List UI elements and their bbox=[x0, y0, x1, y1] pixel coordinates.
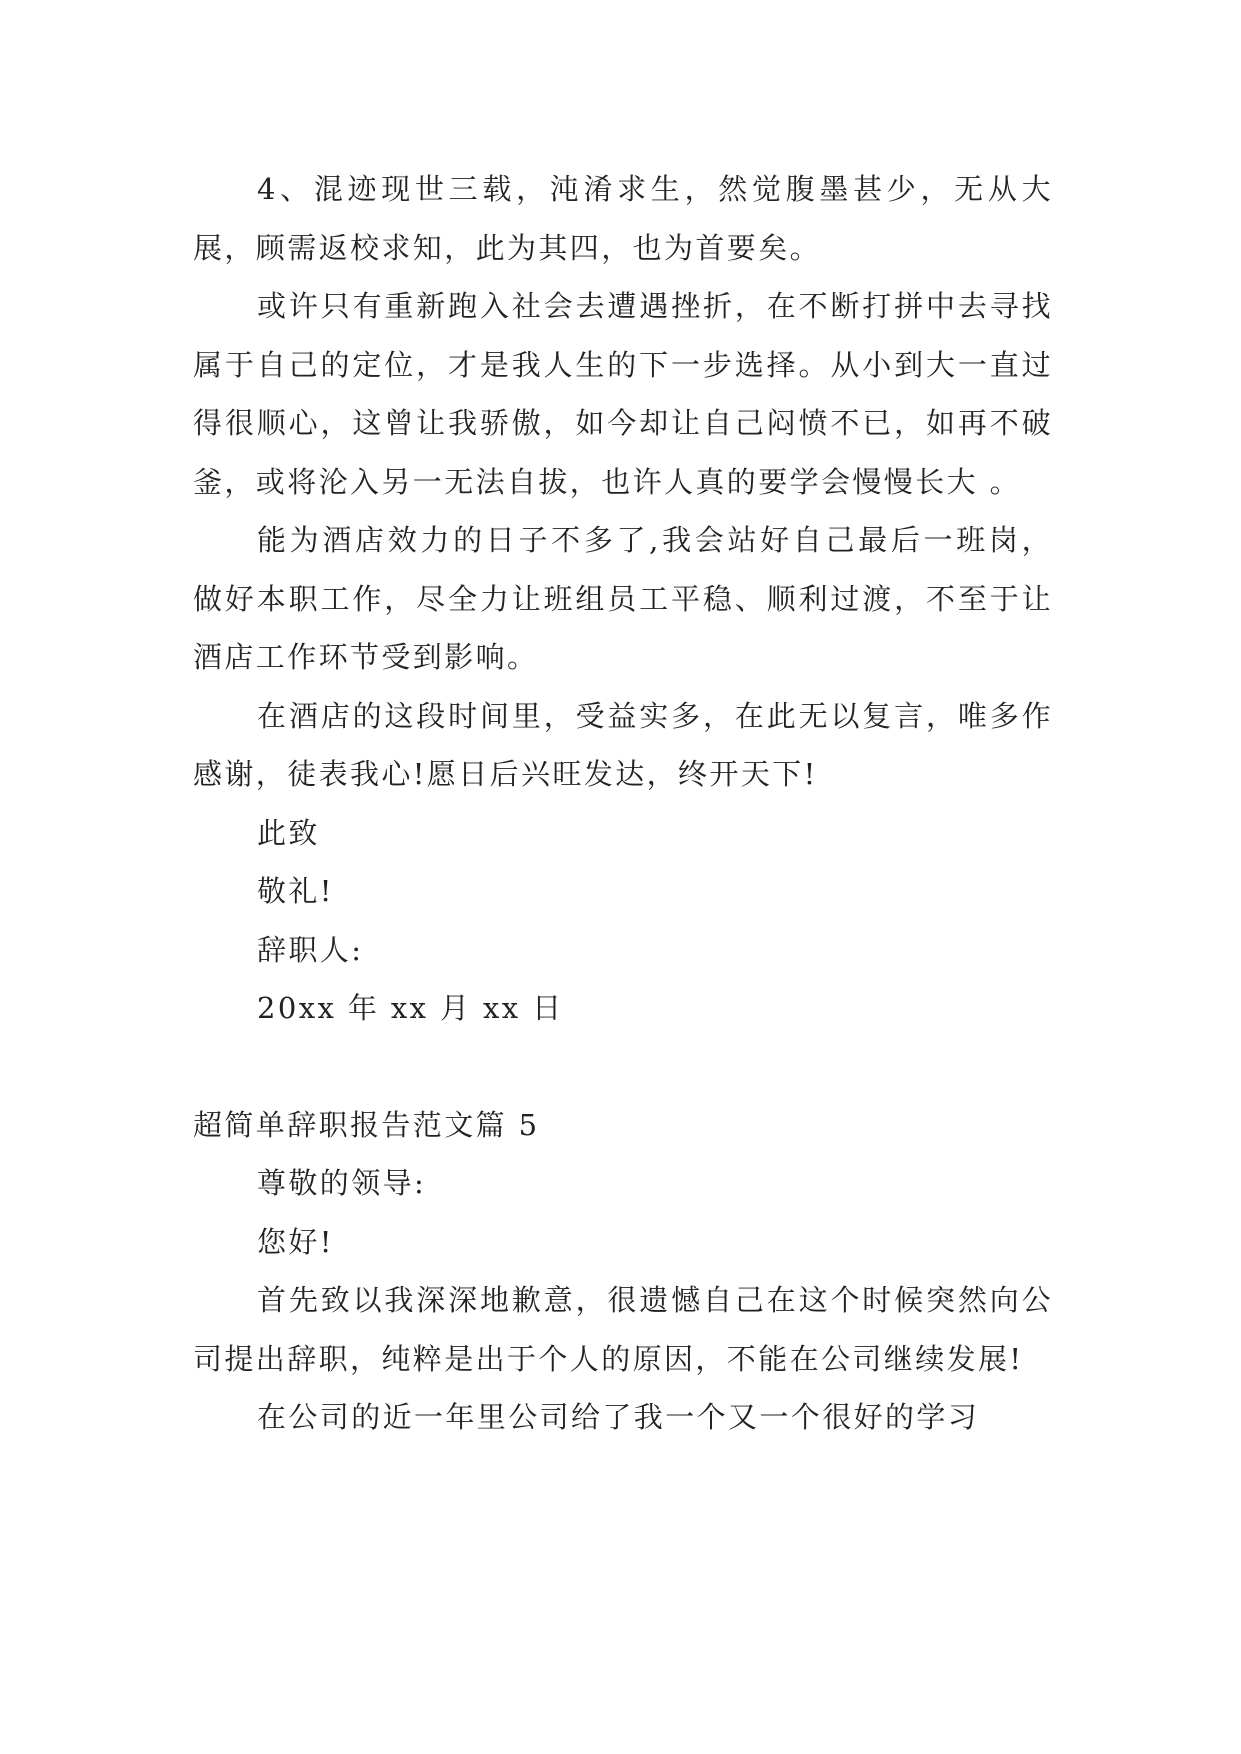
paragraph-new-start: 或许只有重新跑入社会去遭遇挫折，在不断打拼中去寻找属于自己的定位，才是我人生的下一步选择。从小到大一直过得很顺心，这曾让我骄傲，如今却让自己闷愤不已，如再不破釜，或将沦入另一无法自拔，也许人真的要学会慢慢长大 。 bbox=[193, 289, 1053, 499]
closing-salutation: 此致 bbox=[257, 815, 320, 850]
letter-date: 20xx 年 xx 月 xx 日 bbox=[257, 991, 564, 1025]
paragraph-last-shift: 能为酒店效力的日子不多了,我会站好自己最后一班岗，做好本职工作，尽全力让班组员工平稳、顺利过渡，不至于让酒店工作环节受到影响。 bbox=[193, 523, 1053, 674]
signature-label: 辞职人: bbox=[257, 932, 364, 967]
letter-salutation: 尊敬的领导: bbox=[257, 1166, 427, 1200]
document-page bbox=[193, 160, 1053, 1447]
section-heading: 超简单辞职报告范文篇 5 bbox=[193, 1107, 540, 1142]
paragraph-learning: 在公司的近一年里公司给了我一个又一个很好的学习 bbox=[257, 1400, 980, 1434]
letter-greeting: 您好! bbox=[257, 1224, 334, 1259]
paragraph-thanks: 在酒店的这段时间里，受益实多，在此无以复言，唯多作感谢，徒表我心!愿日后兴旺发达，终开天下! bbox=[193, 698, 1053, 791]
paragraph-apology: 首先致以我深深地歉意，很遗憾自己在这个时候突然向公司提出辞职，纯粹是出于个人的原因，不能在公司继续发展! bbox=[193, 1283, 1053, 1376]
section-spacer bbox=[193, 1038, 1053, 1096]
paragraph-reason-four: 4、混迹现世三载，沌淆求生，然觉腹墨甚少，无从大展，顾需返校求知，此为其四，也为首要矣。 bbox=[193, 172, 1053, 265]
closing-regards: 敬礼! bbox=[257, 874, 334, 908]
